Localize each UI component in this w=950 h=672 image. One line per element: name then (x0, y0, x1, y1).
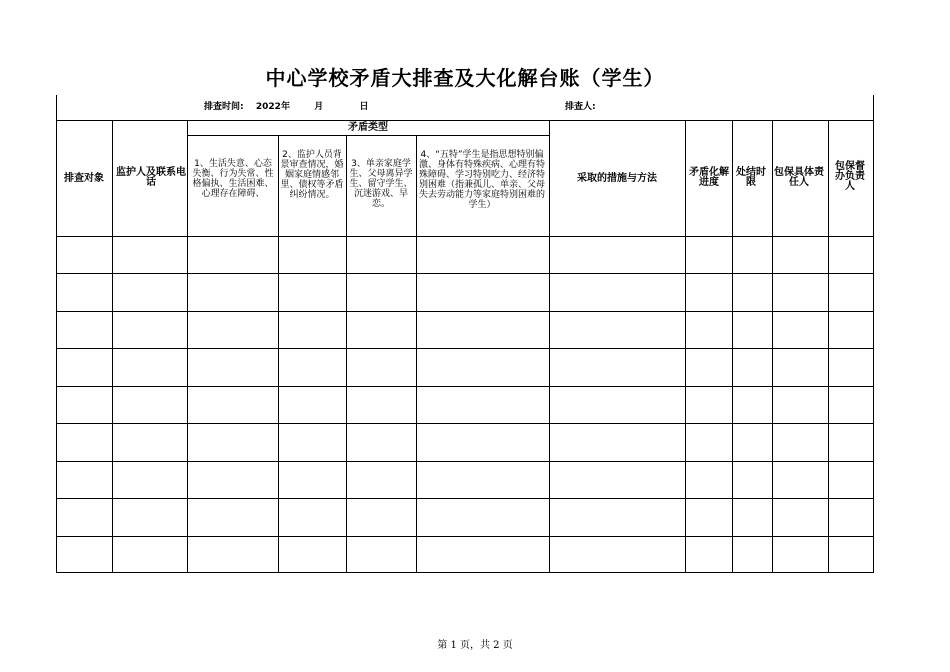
table-row-line (56, 498, 874, 499)
header-type-2: 2、监护人员背景审查情况，婚姻家庭情感邻里、债权等矛盾纠纷情况。 (280, 150, 344, 200)
header-responsible: 包保具体责任人 (774, 167, 824, 188)
header-deadline: 处结时限 (736, 167, 766, 188)
check-time-label: 排查时间: (204, 102, 244, 112)
header-progress: 矛盾化解进度 (689, 167, 729, 188)
header-top-line (56, 120, 874, 121)
header-type-1: 1、生活失意、心态失衡、行为失常、性格偏执、生活困难、心理存在障碍、 (192, 159, 274, 199)
grid-column-line (732, 120, 733, 573)
header-type-4: 4、“五特”学生是指思想特别偏激、身体有特殊疾病、心理有特殊障碍、学习特别吃力、经济特别困难（指兼孤儿、单亲、父母失去劳动能力等家庭特别困难的学生） (418, 150, 545, 210)
header-target: 排查对象 (64, 173, 104, 184)
grid-column-line (772, 120, 773, 573)
ledger-table (56, 95, 874, 573)
header-measures: 采取的措施与方法 (577, 173, 657, 184)
table-row-line (56, 348, 874, 349)
grid-column-line (685, 120, 686, 573)
grid-column-line (549, 120, 550, 573)
table-row-line (56, 311, 874, 312)
table-row-line (56, 461, 874, 462)
page-title: 中心学校矛盾大排查及大化解台账（学生） (265, 66, 665, 90)
header-supervisor: 包保督办负责人 (835, 161, 865, 192)
table-border-left (56, 95, 57, 573)
header-type-3: 3、单亲家庭学生、父母离异学生、留守学生、沉迷游戏、早恋。 (349, 159, 413, 209)
table-row-line (56, 386, 874, 387)
table-row-line (56, 536, 874, 537)
grid-column-line (278, 135, 279, 573)
table-border-right (873, 95, 874, 573)
table-row-line (56, 423, 874, 424)
table-row-line (56, 236, 874, 237)
day-label: 日 (359, 102, 369, 112)
header-guardian: 监护人及联系电话 (116, 167, 186, 188)
grid-column-line (828, 120, 829, 573)
grid-column-line (416, 135, 417, 573)
table-border-bottom (56, 572, 874, 573)
checker-label: 排查人: (565, 102, 596, 112)
grid-column-line (346, 135, 347, 573)
year-value: 2022年 (255, 102, 290, 112)
header-conflict-type: 矛盾类型 (348, 122, 388, 133)
table-row-line (56, 273, 874, 274)
check-time-row (204, 102, 369, 112)
grid-column-line (187, 120, 188, 573)
month-label: 月 (314, 102, 324, 112)
conflict-type-divider (187, 135, 549, 136)
page-footer: 第 1 页，共 2 页 (437, 640, 513, 651)
grid-column-line (112, 120, 113, 573)
